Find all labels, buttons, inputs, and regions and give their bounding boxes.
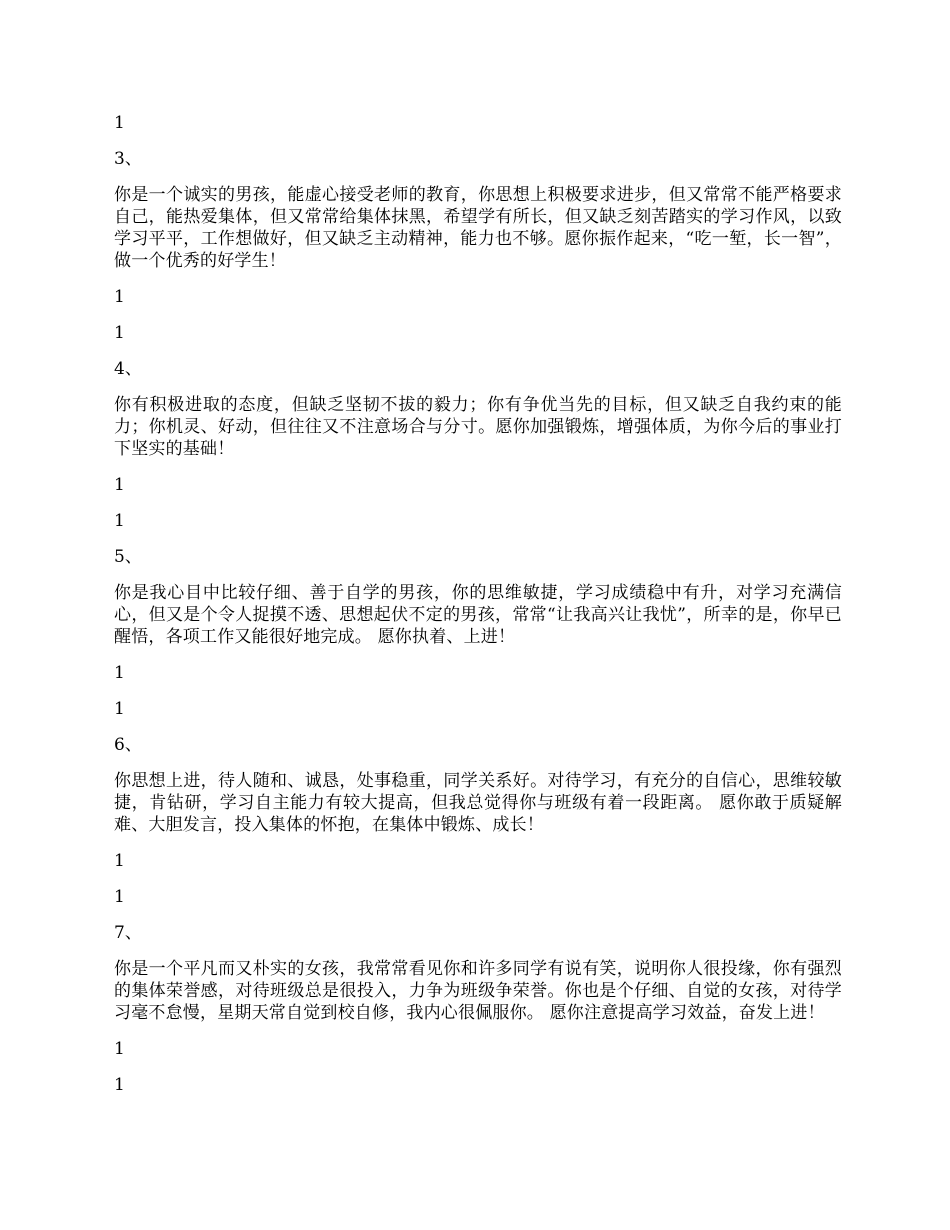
comment-paragraph: 你思想上进，待人随和、诚恳，处事稳重，同学关系好。对待学习，有充分的自信心，思维较敏捷，肯钻研，学习自主能力有较大提高，但我总觉得你与班级有着一段距离。 愿你敢于质疑解难、大胆发言，投入集体的怀抱，在集体中锻炼、成长！ (114, 771, 842, 835)
page-number: 1 (114, 887, 125, 907)
item-number: 5、 (114, 547, 142, 567)
page-number: 1 (114, 1039, 125, 1059)
page-number: 1 (114, 663, 125, 683)
comment-paragraph: 你有积极进取的态度，但缺乏坚韧不拔的毅力；你有争优当先的目标，但又缺乏自我约束的能力；你机灵、好动，但往往又不注意场合与分寸。愿你加强锻炼，增强体质，为你今后的事业打下坚实的基础！ (114, 395, 842, 459)
document-page (114, 112, 842, 1110)
page-number: 1 (114, 1075, 125, 1095)
page-number: 1 (114, 113, 125, 133)
item-number: 6、 (114, 735, 142, 755)
comment-paragraph: 你是一个平凡而又朴实的女孩，我常常看见你和许多同学有说有笑，说明你人很投缘，你有强烈的集体荣誉感，对待班级总是很投入，力争为班级争荣誉。你也是个仔细、自觉的女孩，对待学习毫不怠慢，星期天常自觉到校自修，我内心很佩服你。 愿你注意提高学习效益，奋发上进！ (114, 959, 842, 1023)
comment-paragraph: 你是一个诚实的男孩，能虚心接受老师的教育，你思想上积极要求进步，但又常常不能严格要求自己，能热爱集体，但又常常给集体抹黑，希望学有所长，但又缺乏刻苦踏实的学习作风，以致学习平平，工作想做好，但又缺乏主动精神，能力也不够。愿你振作起来，“吃一堑，长一智”，做一个优秀的好学生！ (114, 185, 842, 271)
page-number: 1 (114, 851, 125, 871)
page-number: 1 (114, 475, 125, 495)
page-number: 1 (114, 699, 125, 719)
item-number: 3、 (114, 149, 142, 169)
item-number: 4、 (114, 359, 142, 379)
item-number: 7、 (114, 923, 142, 943)
page-number: 1 (114, 323, 125, 343)
page-number: 1 (114, 287, 125, 307)
page-number: 1 (114, 511, 125, 531)
comment-paragraph: 你是我心目中比较仔细、善于自学的男孩，你的思维敏捷，学习成绩稳中有升，对学习充满信心，但又是个令人捉摸不透、思想起伏不定的男孩，常常“让我高兴让我忧”，所幸的是，你早已醒悟，各项工作又能很好地完成。 愿你执着、上进！ (114, 583, 842, 647)
